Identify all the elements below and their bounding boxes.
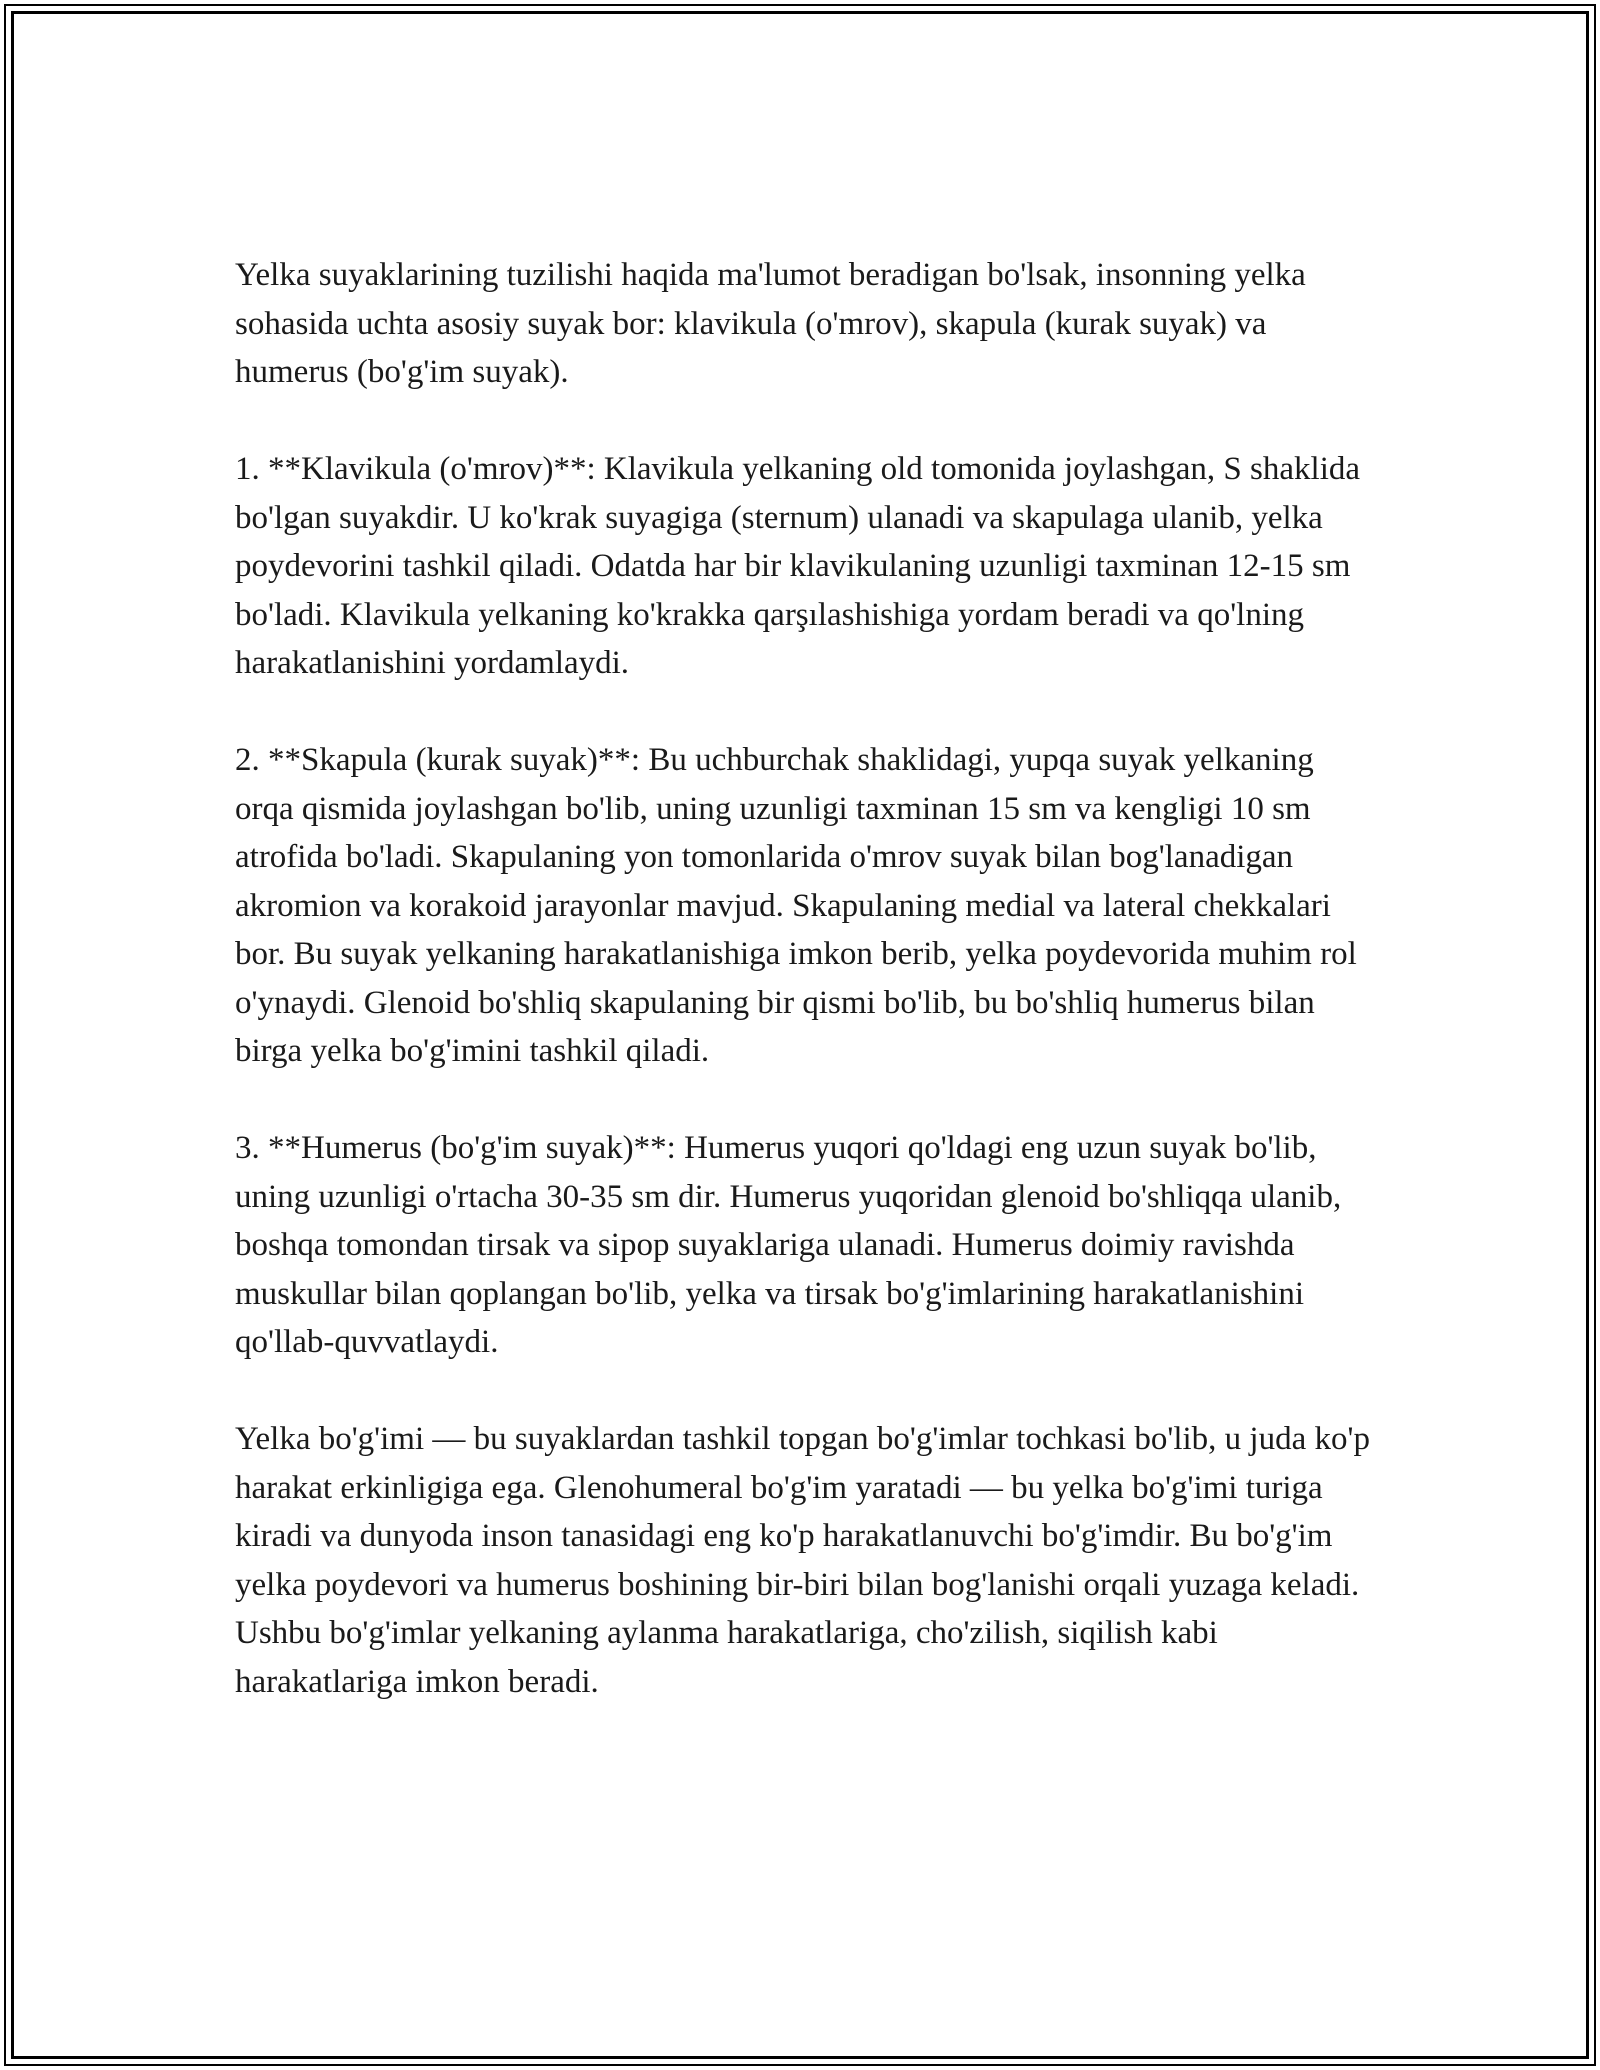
- scapula-paragraph: 2. **Skapula (kurak suyak)**: Bu uchburchak shaklidagi, yupqa suyak yelkaning orqa qismida joylashgan bo'lib, uning uzunligi taxminan 15 sm va kengligi 10 sm atrofida bo'ladi. Skapulaning yon tomonlarida o'mrov suyak bilan bog'lanadigan akromion va korakoid jarayonlar mavjud. Skapulaning medial va lateral chekkalari bor. Bu suyak yelkaning harakatlanishiga imkon berib, yelka poydevorida muhim rol o'ynaydi. Glenoid bo'shliq skapulaning bir qismi bo'lib, bu bo'shliq humerus bilan birga yelka bo'g'imini tashkil qiladi.: [235, 742, 1357, 1069]
- intro-paragraph: Yelka suyaklarining tuzilishi haqida ma'lumot beradigan bo'lsak, insonning yelka sohasida uchta asosiy suyak bor: klavikula (o'mrov), skapula (kurak suyak) va humerus (bo'g'im suyak).: [235, 257, 1306, 390]
- clavicle-paragraph: 1. **Klavikula (o'mrov)**: Klavikula yelkaning old tomonida joylashgan, S shaklida bo'lgan suyakdir. U ko'krak suyagiga (sternum) ulanadi va skapulaga ulanib, yelka poydevorini tashkil qiladi. Odatda har bir klavikulaning uzunligi taxminan 12-15 sm bo'ladi. Klavikula yelkaning ko'krakka qarşılashishiga yordam beradi va qo'lning harakatlanishini yordamlaydi.: [235, 451, 1361, 681]
- humerus-paragraph: 3. **Humerus (bo'g'im suyak)**: Humerus yuqori qo'ldagi eng uzun suyak bo'lib, uning uzunligi o'rtacha 30-35 sm dir. Humerus yuqoridan glenoid bo'shliqqa ulanib, boshqa tomondan tirsak va sipop suyaklariga ulanadi. Humerus doimiy ravishda muskullar bilan qoplangan bo'lib, yelka va tirsak bo'g'imlarining harakatlanishini qo'llab-quvvatlaydi.: [235, 1130, 1342, 1360]
- document-body: [235, 251, 1370, 1706]
- shoulder-joint-paragraph: Yelka bo'g'imi — bu suyaklardan tashkil topgan bo'g'imlar tochkasi bo'lib, u juda ko'p harakat erkinligiga ega. Glenohumeral bo'g'im yaratadi — bu yelka bo'g'imi turiga kiradi va dunyoda inson tanasidagi eng ko'p harakatlanuvchi bo'g'imdir. Bu bo'g'im yelka poydevori va humerus boshining bir-biri bilan bog'lanishi orqali yuzaga keladi. Ushbu bo'g'imlar yelkaning aylanma harakatlariga, cho'zilish, siqilish kabi harakatlariga imkon beradi.: [235, 1421, 1370, 1700]
